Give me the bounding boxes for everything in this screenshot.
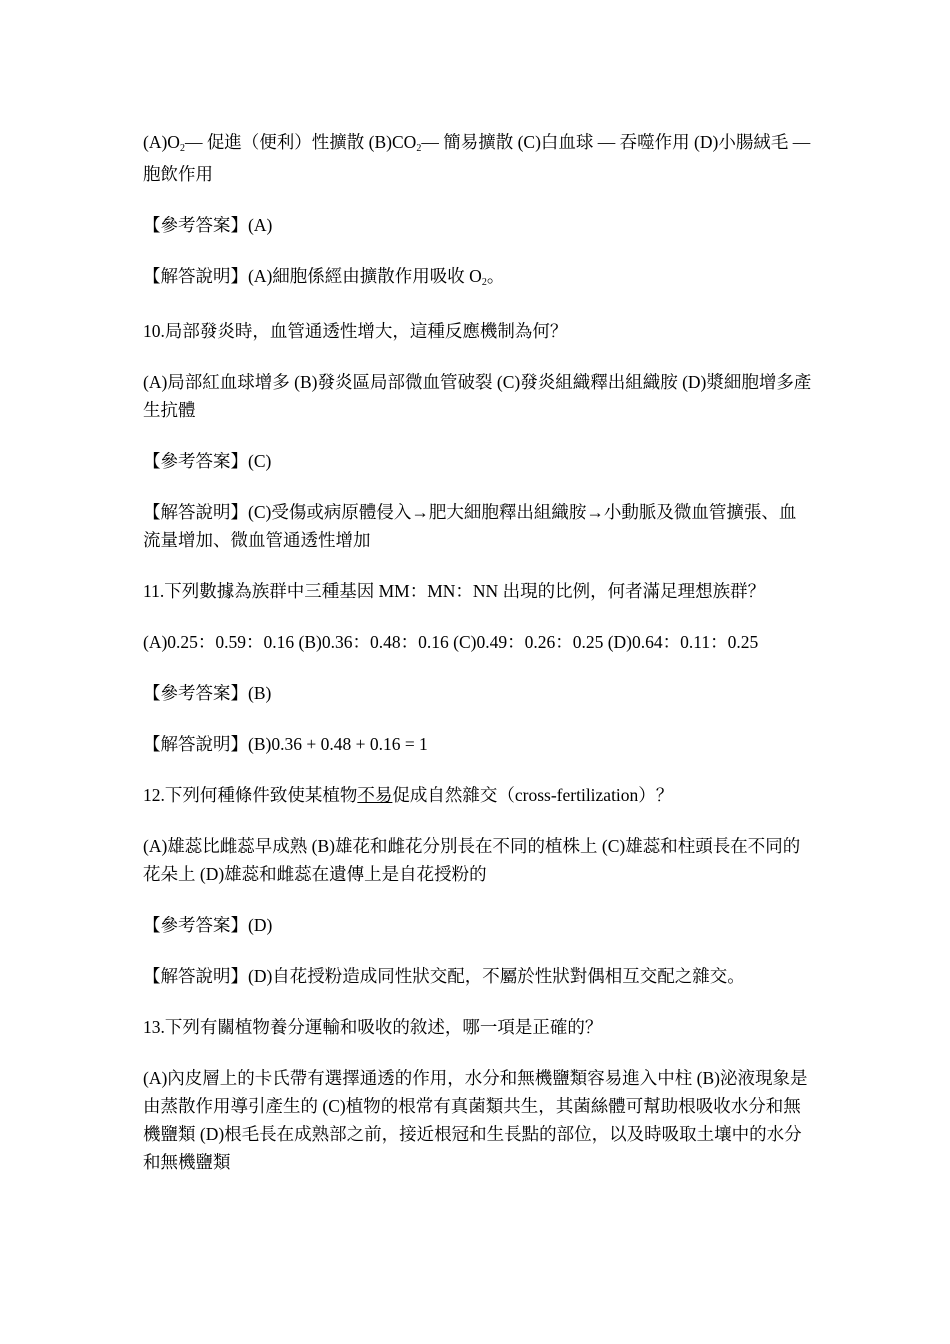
- q9-explanation-text: 【解答說明】(A)細胞係經由擴散作用吸收 O: [143, 266, 482, 286]
- q12-question-text: 促成自然雜交（cross-fertilization）？: [392, 785, 674, 805]
- q11-options: (A)0.25：0.59：0.16 (B)0.36：0.48：0.16 (C)0.49：0.26：0.25 (D)0.64：0.11：0.25: [143, 632, 759, 652]
- q11-explanation: 【解答說明】(B)0.36 + 0.48 + 0.16 = 1: [143, 734, 428, 754]
- q11-answer: 【參考答案】(B): [143, 683, 272, 703]
- q10-question: 10.局部發炎時，血管通透性增大，這種反應機制為何？: [143, 321, 568, 341]
- q10-options: (A)局部紅血球增多 (B)發炎區局部微血管破裂 (C)發炎組織釋出組織胺 (D)漿細胞增多產生抗體: [143, 372, 812, 420]
- q9-options-text: (A)O: [143, 132, 180, 152]
- q12-question: [143, 781, 813, 809]
- q12-question-underlined: 不易: [357, 785, 393, 805]
- q9-explanation-text: 。: [486, 266, 505, 286]
- q12-question-text: 12.下列何種條件致使某植物: [143, 785, 358, 805]
- q12-answer: 【參考答案】(D): [143, 915, 273, 935]
- q12-options: (A)雄蕊比雌蕊早成熟 (B)雄花和雌花分別長在不同的植株上 (C)雄蕊和柱頭長在不同的花朵上 (D)雄蕊和雌蕊在遺傳上是自花授粉的: [143, 836, 801, 884]
- q9-answer: 【參考答案】(A): [143, 215, 273, 235]
- q10-explanation: 【解答說明】(C)受傷或病原體侵入→肥大細胞釋出組織胺→小動脈及微血管擴張、血流量增加、微血管通透性增加: [143, 502, 797, 550]
- q12-explanation: 【解答說明】(D)自花授粉造成同性狀交配，不屬於性狀對偶相互交配之雜交。: [143, 966, 745, 986]
- q13-options: (A)內皮層上的卡氏帶有選擇通透的作用，水分和無機鹽類容易進入中柱 (B)泌液現象是由蒸散作用導引產生的 (C)植物的根常有真菌類共生，其菌絲體可幫助根吸收水分和無機鹽類 (D)根毛長在成熟部之前，接近根冠和生長點的部位，以及時吸取土壤中的水分和無機鹽類: [143, 1068, 808, 1172]
- q10-answer: 【參考答案】(C): [143, 451, 272, 471]
- q9-options: [143, 128, 813, 188]
- subscript: 2: [481, 277, 487, 288]
- subscript: 2: [179, 143, 185, 154]
- q9-options-text: — 促進（便利）性擴散 (B)CO: [184, 132, 417, 152]
- subscript: 2: [416, 143, 422, 154]
- q9-explanation: [143, 262, 813, 294]
- q11-question: 11.下列數據為族群中三種基因 MM：MN：NN 出現的比例，何者滿足理想族群？: [143, 581, 766, 601]
- document-page: [143, 128, 813, 1199]
- q9-options-text: — 簡易擴散 (C)白血球 — 吞噬作用 (D)小腸絨毛 — 胞飲作用: [143, 132, 811, 184]
- q13-question: 13.下列有關植物養分運輸和吸收的敘述，哪一項是正確的？: [143, 1017, 603, 1037]
